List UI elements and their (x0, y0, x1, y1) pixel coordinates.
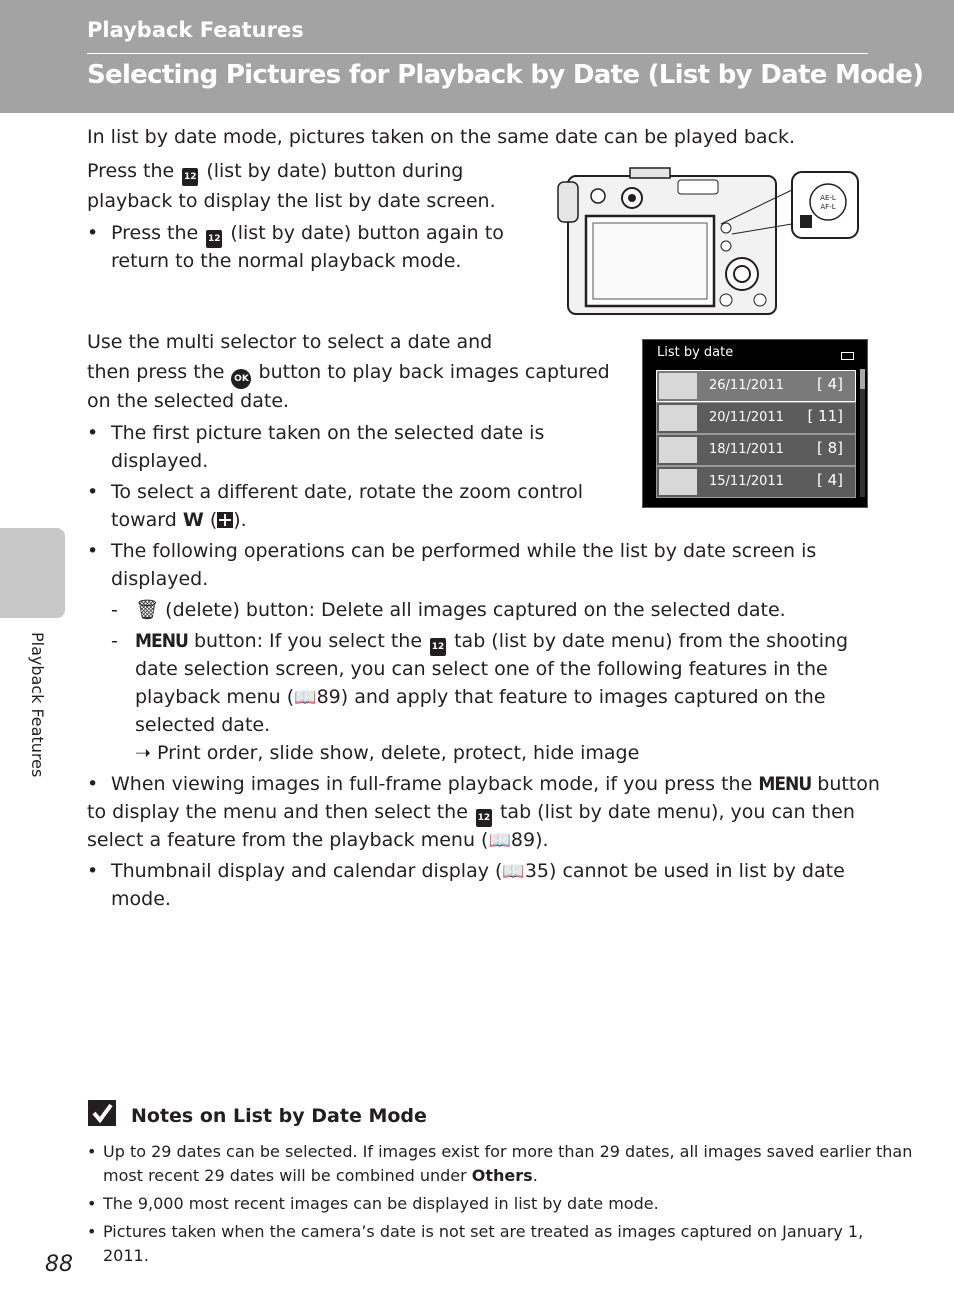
page-ref-89: 89 (316, 686, 341, 708)
bullet-4-line3-pre: select a feature from the playback menu ( (87, 829, 489, 851)
note-1-line2 (103, 1164, 538, 1188)
sub-item-menu-line1 (135, 627, 848, 656)
step2-bullet-3 (87, 537, 867, 593)
sub-item-menu-line3 (135, 683, 826, 712)
bullet-4-line2-post: tab (list by date menu), you can then (499, 801, 855, 823)
page-ref-89: 89 (510, 829, 536, 851)
bullet-2-line2: toward W ( ). (111, 509, 247, 531)
step2-line2-pre: then press the (87, 361, 225, 383)
thumbnail-image (659, 469, 697, 495)
bullet-dot: • (87, 1194, 97, 1213)
bullet-dot: • (87, 481, 99, 503)
step1-line1 (87, 157, 463, 186)
feature-list: Print order, slide show, delete, protect, hide image (156, 742, 640, 764)
bullet-1-line2: displayed. (111, 450, 209, 472)
sub-item-delete-desc: (delete) button: Delete all images captured on the selected date. (165, 599, 786, 621)
list-by-date-icon: 12 (182, 168, 198, 186)
intro-text: In list by date mode, pictures taken on the same date can be played back. (87, 126, 796, 148)
bullet-1-line1: The first picture taken on the selected date is (111, 422, 545, 444)
zoom-w-label: W (182, 509, 204, 531)
scrollbar-thumb[interactable] (860, 369, 865, 389)
thumbnail-image (659, 405, 697, 431)
bullet-dot: • (87, 422, 99, 444)
bullet-3-line2: displayed. (111, 568, 209, 590)
header-band (0, 0, 954, 113)
thumbnail-image (659, 373, 697, 399)
bullet-dot: • (87, 222, 99, 244)
date-value: 15/11/2011 (709, 474, 784, 489)
bullet-dot: • (87, 860, 99, 882)
step1-line2: playback to display the list by date screen. (87, 190, 496, 212)
bullet-5-line2: mode. (111, 888, 171, 910)
bullet-2-line2-post: ). (233, 509, 247, 531)
menu-button-label: MENU (135, 630, 188, 652)
step1-bullet (87, 219, 527, 275)
bullet-2-line1: To select a different date, rotate the zoom control (111, 481, 584, 503)
lcd-title: List by date (657, 345, 734, 360)
bullet-dot: • (87, 1222, 97, 1241)
side-tab-label: Playback Features (28, 632, 47, 778)
sub-item-menu-line5 (135, 739, 639, 767)
image-count: [ 8] (816, 439, 843, 457)
header-divider (87, 53, 868, 54)
bullet-4-line1-pre: When viewing images in full-frame playback mode, if you press the (111, 773, 753, 795)
step1-bullet-pre: Press the (111, 222, 199, 244)
arrow-right-icon: ➝ (135, 742, 151, 764)
callout-ae-l: AE-L (820, 194, 836, 202)
step2-bullet-5 (87, 857, 867, 913)
checkmark-icon (88, 1100, 116, 1126)
step2-line3: on the selected date. (87, 390, 290, 412)
step1-line1-post: (list by date) button during (206, 160, 464, 182)
sub-item-menu-line2: date selection screen, you can select one of the following features in the (135, 658, 828, 680)
sub-item-menu-line3-pre: playback menu ( (135, 686, 295, 708)
bullet-4-line1-post: button (817, 773, 880, 795)
ok-button-icon: OK (231, 369, 251, 389)
sub-item-menu-post: tab (list by date menu) from the shooting (454, 630, 849, 652)
dash-marker: - (111, 630, 118, 652)
date-row[interactable] (656, 434, 856, 466)
others-label: Others (471, 1166, 533, 1185)
list-by-date-icon: 12 (206, 230, 222, 248)
list-by-date-icon: 12 (430, 638, 446, 656)
page-title: Selecting Pictures for Playback by Date (List by Date Mode) (87, 60, 924, 90)
step1-bullet-line1 (111, 219, 504, 248)
date-row[interactable] (656, 370, 856, 402)
thumbnail-grid-icon (217, 512, 233, 528)
image-count: [ 11] (807, 407, 843, 425)
menu-button-label: MENU (758, 773, 812, 795)
step1-bullet-post: (list by date) button again to (230, 222, 504, 244)
battery-icon (841, 352, 854, 360)
note-2-text: The 9,000 most recent images can be displayed in list by date mode. (103, 1194, 659, 1213)
bullet-4-line1 (111, 770, 880, 798)
note-1-line2-pre: most recent 29 dates will be combined under (103, 1166, 467, 1185)
image-count: [ 4] (816, 375, 843, 393)
date-value: 20/11/2011 (709, 410, 784, 425)
step1-bullet-line2: return to the normal playback mode. (111, 250, 462, 272)
note-1-line2-post: . (532, 1166, 538, 1185)
note-item (87, 1220, 877, 1268)
bullet-4-line3-post: ). (535, 829, 549, 851)
bullet-5-line1-pre: Thumbnail display and calendar display ( (111, 860, 503, 882)
note-item (87, 1192, 877, 1216)
sub-item-menu (111, 627, 871, 767)
section-label: Playback Features (87, 18, 304, 42)
sub-item-delete (111, 596, 871, 624)
bullet-dot: • (87, 1142, 97, 1161)
step2-bullet-2 (87, 478, 607, 534)
date-value: 26/11/2011 (709, 378, 784, 393)
sub-item-menu-line4: selected date. (135, 714, 271, 736)
date-row[interactable] (656, 402, 856, 434)
step2-bullet-4 (87, 770, 880, 854)
step2-bullet-1 (87, 419, 587, 475)
book-reference-icon: 📖 (294, 687, 317, 708)
note-1-line1: Up to 29 dates can be selected. If images exist for more than 29 dates, all images saved earlier than (103, 1142, 913, 1161)
step2-line1: Use the multi selector to select a date and (87, 331, 493, 353)
note-3-line1: Pictures taken when the camera’s date is not set are treated as images captured on January 1, (103, 1222, 864, 1241)
side-tab (0, 528, 65, 618)
bullet-4-line2 (87, 798, 855, 827)
note-3-line2: 2011. (103, 1246, 149, 1265)
book-reference-icon: 📖 (502, 861, 525, 882)
callout-af-l: AF-L (820, 203, 836, 211)
sub-item-delete-text (135, 596, 786, 624)
notes-title: Notes on List by Date Mode (131, 1105, 427, 1127)
image-count: [ 4] (816, 471, 843, 489)
date-value: 18/11/2011 (709, 442, 784, 457)
date-row[interactable] (656, 466, 856, 498)
bullet-dot: • (87, 773, 99, 795)
dash-marker: - (111, 599, 118, 621)
bullet-dot: • (87, 540, 99, 562)
bullet-5-line1 (111, 857, 845, 886)
step2-line2 (87, 358, 610, 389)
sub-item-menu-line3-post: ) and apply that feature to images captured on the (340, 686, 826, 708)
bullet-4-line2-pre: to display the menu and then select the (87, 801, 468, 823)
sub-item-menu-mid: button: If you select the (193, 630, 423, 652)
bullet-5-line1-post: ) cannot be used in list by date (549, 860, 845, 882)
bullet-2-line2-pre: toward (111, 509, 177, 531)
trash-icon: 🗑 (135, 599, 160, 621)
camera-illustration (556, 166, 862, 318)
step1-line1-pre: Press the (87, 160, 175, 182)
list-by-date-screen (642, 339, 868, 508)
bullet-3-line1: The following operations can be performed while the list by date screen is (111, 540, 817, 562)
scrollbar[interactable] (860, 369, 865, 497)
page-ref-35: 35 (524, 860, 550, 882)
note-item (87, 1140, 913, 1188)
step2-line2-post: button to play back images captured (258, 361, 610, 383)
book-reference-icon: 📖 (488, 830, 511, 851)
page-number: 88 (45, 1252, 73, 1277)
thumbnail-image (659, 437, 697, 463)
list-by-date-icon: 12 (476, 809, 492, 827)
bullet-4-line3 (87, 826, 549, 855)
